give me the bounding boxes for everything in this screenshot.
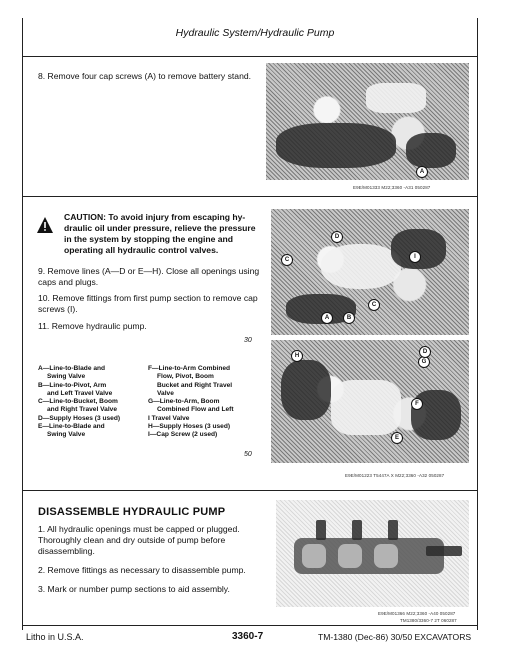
- photo-caption-1: E9E/M01333 M22;3360 -A31 050287: [353, 185, 431, 190]
- callout-f: F: [411, 398, 423, 410]
- hydraulic-lines-photo-bottom: [271, 340, 469, 463]
- legend-item: G—Line-to-Arm, Boom: [148, 398, 220, 406]
- photo-caption-3: E9E/M01366 M22;3360 -A40 050287: [378, 611, 456, 616]
- callout-g: G: [418, 356, 430, 368]
- legend-item: I Travel Valve: [148, 414, 190, 422]
- footer-left: Litho in U.S.A.: [26, 632, 84, 642]
- section-heading-disassemble: DISASSEMBLE HYDRAULIC PUMP: [38, 506, 226, 518]
- legend-item: Valve: [157, 389, 174, 397]
- hydraulic-pump-photo: [276, 500, 469, 607]
- caution-line-2: draulic oil under pressure, relieve the pressure: [64, 223, 256, 233]
- step-9-line-2: caps and plugs.: [38, 277, 99, 287]
- legend-item: F—Line-to-Arm Combined: [148, 365, 231, 372]
- disassemble-step-3: 3. Mark or number pump sections to aid assembly.: [38, 584, 230, 594]
- step-11-text: 11. Remove hydraulic pump.: [38, 321, 147, 331]
- page-header-title: Hydraulic System/Hydraulic Pump: [175, 27, 335, 39]
- legend-item: Combined Flow and Left: [157, 406, 234, 414]
- step-10-line-2: screws (I).: [38, 304, 78, 314]
- legend-item: E—Line-to-Blade and: [38, 423, 105, 431]
- model-30-label: 30: [244, 337, 252, 344]
- disassemble-step-1: [38, 524, 268, 557]
- hydraulic-lines-photo-top: [271, 209, 469, 335]
- footer-right: TM-1380 (Dec-86) 30/50 EXCAVATORS: [318, 632, 472, 642]
- callout-a: A: [321, 312, 333, 324]
- model-50-label: 50: [244, 451, 252, 458]
- callout-e: E: [391, 432, 403, 444]
- legend-item: D—Supply Hoses (3 used): [38, 414, 121, 422]
- caution-icon: [36, 216, 54, 234]
- section-rule-1: [22, 196, 478, 197]
- step-9-text: [38, 266, 268, 288]
- photo-caption-3b: TM1380/3360-7 2T 060287: [400, 618, 457, 623]
- callout-a: A: [416, 166, 428, 178]
- legend-item: Swing Valve: [47, 373, 86, 381]
- legend-item: I—Cap Screw (2 used): [148, 431, 218, 439]
- legend-item: Swing Valve: [47, 431, 86, 439]
- legend-item: C—Line-to-Bucket, Boom: [38, 398, 118, 406]
- step-10-line-1: 10. Remove fittings from first pump section to remove cap: [38, 293, 258, 303]
- legend-item: Flow, Pivot, Boom: [157, 373, 214, 381]
- caution-line-3: in the system by stopping the engine and: [64, 234, 234, 244]
- legend-right: [148, 365, 266, 440]
- legend-item: A—Line-to-Blade and: [38, 365, 106, 372]
- caution-line-1: CAUTION: To avoid injury from escaping hy-: [64, 212, 246, 222]
- legend-item: and Left Travel Valve: [47, 389, 113, 397]
- step-8-text: 8. Remove four cap screws (A) to remove battery stand.: [38, 71, 252, 81]
- callout-h: H: [291, 350, 303, 362]
- caution-text: [64, 212, 264, 256]
- step-10-text: [38, 293, 268, 315]
- header-rule: [22, 56, 478, 57]
- callout-b: B: [343, 312, 355, 324]
- callout-c-right: C: [368, 299, 380, 311]
- legend-item: B—Line-to-Pivot, Arm: [38, 381, 107, 389]
- step-1-line-3: disassembling.: [38, 546, 95, 556]
- caution-line-4: operating all hydraulic control valves.: [64, 245, 219, 255]
- right-margin-rule: [477, 18, 478, 630]
- callout-d: D: [331, 231, 343, 243]
- legend-left: [38, 365, 148, 440]
- footer-rule: [22, 625, 478, 626]
- callout-c-left: C: [281, 254, 293, 266]
- step-9-line-1: 9. Remove lines (A—D or E—H). Close all openings using: [38, 266, 260, 276]
- step-1-line-1: 1. All hydraulic openings must be capped or plugged.: [38, 524, 240, 534]
- left-margin-rule: [22, 18, 23, 630]
- callout-d-bottom: D: [419, 346, 431, 358]
- callout-i: I: [409, 251, 421, 263]
- battery-stand-photo: [266, 63, 469, 180]
- legend-item: Bucket and Right Travel: [157, 381, 233, 389]
- disassemble-step-2: 2. Remove fittings as necessary to disassemble pump.: [38, 565, 246, 575]
- section-rule-2: [22, 490, 478, 491]
- legend-item: and Right Travel Valve: [47, 406, 117, 414]
- legend-item: H—Supply Hoses (3 used): [148, 423, 231, 431]
- photo-caption-2: E9E/M01223 T5447A X M22;3360 -A32 050287: [345, 473, 445, 478]
- page-number: 3360-7: [232, 631, 264, 642]
- step-1-line-2: Thoroughly clean and dry outside of pump before: [38, 535, 226, 545]
